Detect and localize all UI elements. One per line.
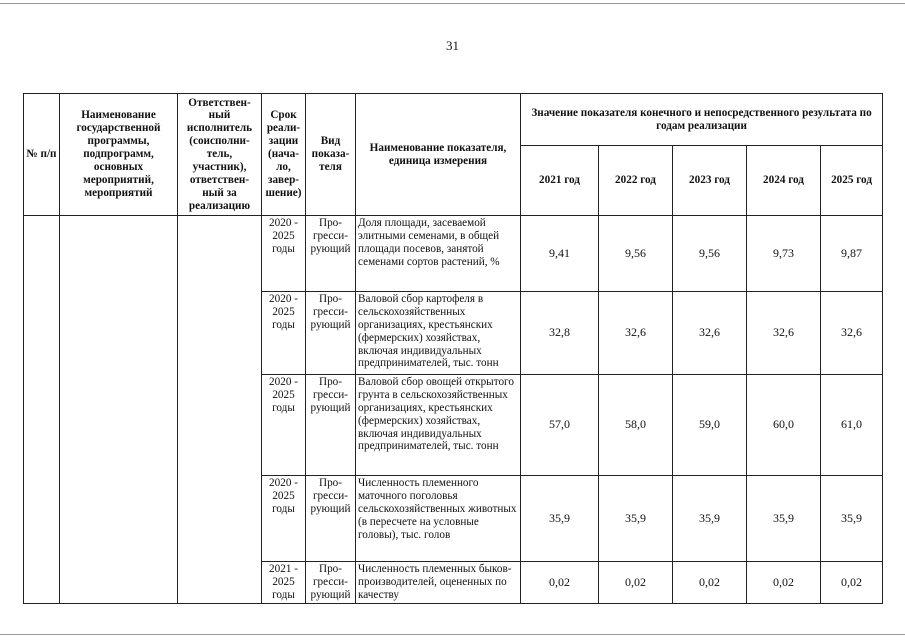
cell-type: Про-гресси-рующий — [306, 375, 356, 476]
cell-value: 32,6 — [673, 292, 747, 375]
cell-value: 32,8 — [521, 292, 599, 375]
cell-value: 60,0 — [747, 375, 821, 476]
header-program: Наименование государственной программы, подпрограмм, основных мероприятий, мероприятий — [60, 94, 178, 216]
table-row — [24, 216, 883, 292]
cell-value: 9,56 — [673, 216, 747, 292]
cell-type: Про-гресси-рующий — [306, 292, 356, 375]
cell-value: 9,87 — [821, 216, 883, 292]
cell-executor-empty — [178, 216, 262, 604]
cell-type: Про-гресси-рующий — [306, 216, 356, 292]
cell-value: 58,0 — [599, 375, 673, 476]
header-executor: Ответствен-ный исполнитель (соисполни-тель, участник), ответствен-ный за реализацию — [178, 94, 262, 216]
header-year: 2021 год — [521, 146, 599, 216]
cell-value: 9,73 — [747, 216, 821, 292]
cell-value: 59,0 — [673, 375, 747, 476]
header-type: Вид показа-теля — [306, 94, 356, 216]
indicators-table — [23, 93, 883, 604]
cell-value: 9,41 — [521, 216, 599, 292]
cell-term: 2021 - 2025 годы — [262, 562, 306, 604]
cell-term: 2020 - 2025 годы — [262, 216, 306, 292]
cell-value: 0,02 — [521, 562, 599, 604]
cell-value: 35,9 — [673, 476, 747, 562]
header-year: 2022 год — [599, 146, 673, 216]
header-year: 2024 год — [747, 146, 821, 216]
cell-num-empty — [24, 216, 60, 604]
header-num: № п/п — [24, 94, 60, 216]
cell-value: 0,02 — [673, 562, 747, 604]
cell-indicator-name: Валовой сбор картофеля в сельскохозяйственных организациях, крестьянских (фермерских) хозяйствах, включая индивидуальных предпринимателей, тыс. тонн — [356, 292, 521, 375]
header-year: 2025 год — [821, 146, 883, 216]
cell-value: 35,9 — [521, 476, 599, 562]
cell-term: 2020 - 2025 годы — [262, 292, 306, 375]
cell-value: 0,02 — [599, 562, 673, 604]
cell-value: 35,9 — [747, 476, 821, 562]
cell-term: 2020 - 2025 годы — [262, 476, 306, 562]
cell-value: 0,02 — [747, 562, 821, 604]
header-values-group: Значение показателя конечного и непосредственного результата по годам реализации — [521, 94, 883, 146]
cell-value: 57,0 — [521, 375, 599, 476]
scan-edge-bottom — [0, 634, 905, 635]
header-indicator: Наименование показателя, единица измерения — [356, 94, 521, 216]
cell-indicator-name: Численность племенного маточного поголовья сельскохозяйственных животных (в пересчете на условные головы), тыс. голов — [356, 476, 521, 562]
cell-value: 35,9 — [821, 476, 883, 562]
cell-program-empty — [60, 216, 178, 604]
cell-term: 2020 - 2025 годы — [262, 375, 306, 476]
cell-value: 35,9 — [599, 476, 673, 562]
cell-value: 9,56 — [599, 216, 673, 292]
cell-indicator-name: Валовой сбор овощей открытого грунта в сельскохозяйственных организациях, крестьянских (фермерских) хозяйствах, включая индивидуальных предпринимателей, тыс. тонн — [356, 375, 521, 476]
cell-value: 61,0 — [821, 375, 883, 476]
cell-value: 32,6 — [599, 292, 673, 375]
cell-type: Про-гресси-рующий — [306, 476, 356, 562]
scan-edge-top — [0, 3, 905, 4]
cell-indicator-name: Доля площади, засеваемой элитными семенами, в общей площади посевов, занятой семенами сортов растений, % — [356, 216, 521, 292]
cell-value: 32,6 — [747, 292, 821, 375]
cell-indicator-name: Численность племенных быков-производителей, оцененных по качеству — [356, 562, 521, 604]
header-year: 2023 год — [673, 146, 747, 216]
cell-type: Про-гресси-рующий — [306, 562, 356, 604]
cell-value: 0,02 — [821, 562, 883, 604]
header-term: Срок реали-зации (нача-ло, завер-шение) — [262, 94, 306, 216]
page-number: 31 — [446, 38, 459, 53]
cell-value: 32,6 — [821, 292, 883, 375]
